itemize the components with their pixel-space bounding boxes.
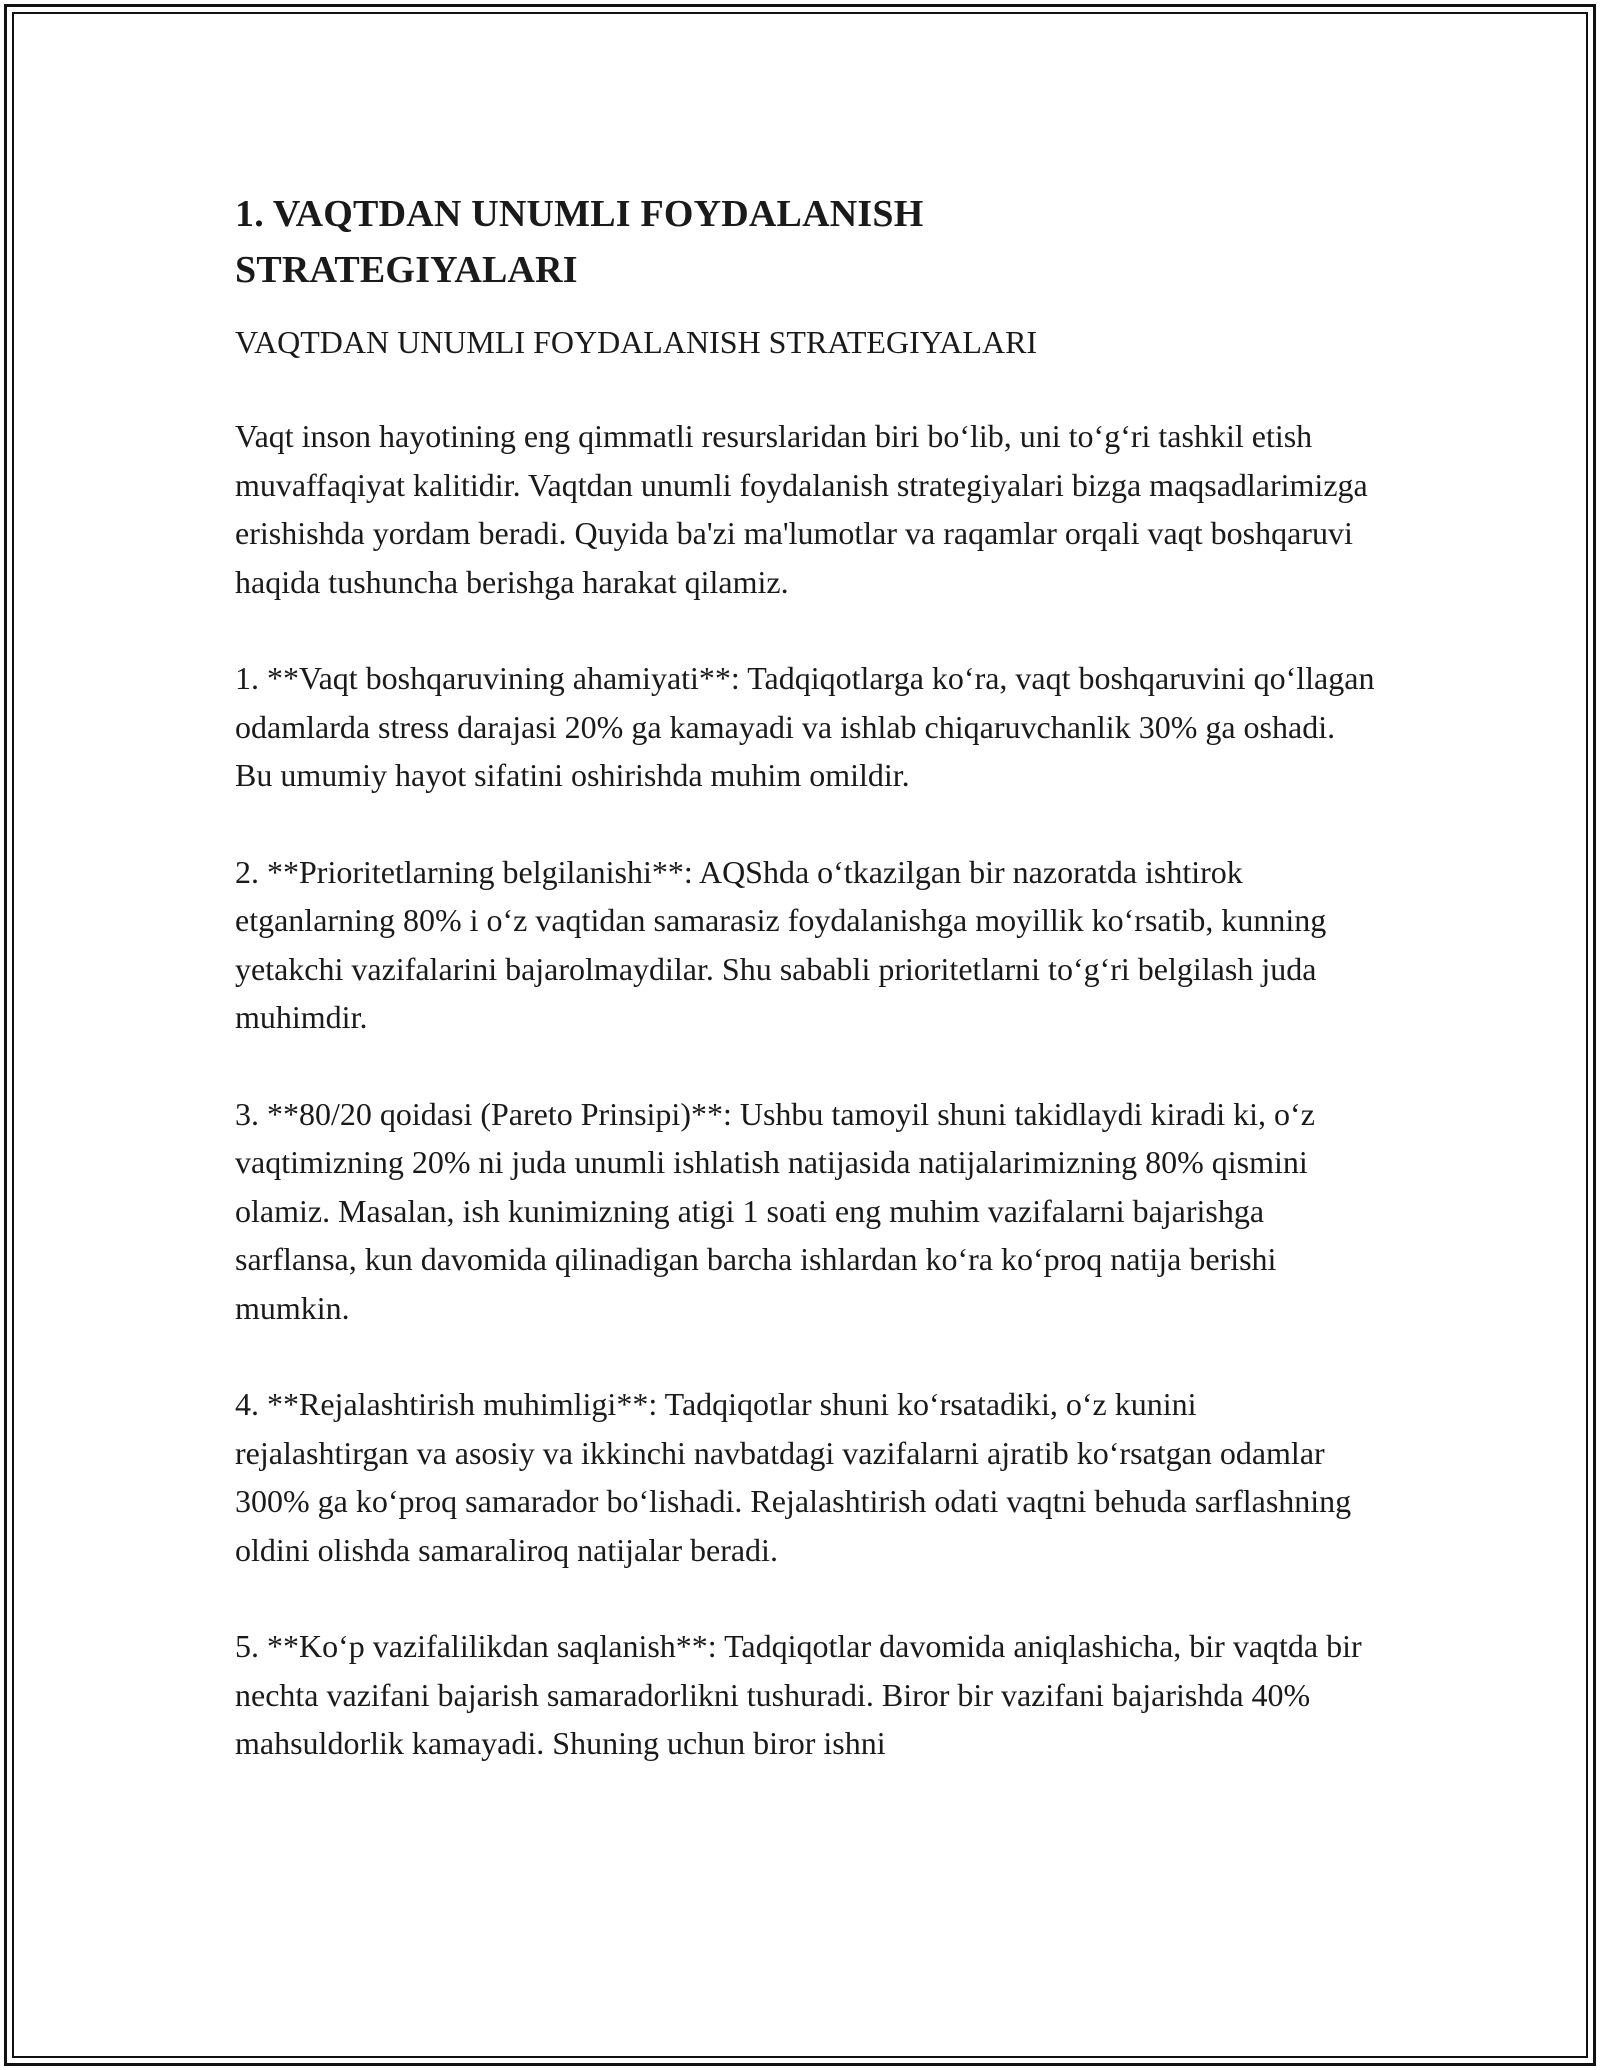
list-item-5: 5. **Ko‘p vazifalilikdan saqlanish**: Tadqiqotlar davomida aniqlashicha, bir vaqtda bir nechta vazifani bajarish samaradorlikni tushuradi. Biror bir vazifani bajarishda 40% mahsuldorlik kamayadi. Shuning uchun biror ishni [235, 1628, 1362, 1761]
list-item-1: 1. **Vaqt boshqaruvining ahamiyati**: Tadqiqotlarga ko‘ra, vaqt boshqaruvini qo‘llagan odamlarda stress darajasi 20% ga kamayadi va ishlab chiqaruvchanlik 30% ga oshadi. Bu umumiy hayot sifatini oshirishda muhim omildir. [235, 660, 1375, 793]
document-body [235, 186, 1395, 1816]
list-item-4: 4. **Rejalashtirish muhimligi**: Tadqiqotlar shuni ko‘rsatadiki, o‘z kunini rejalashtirgan va asosiy va ikkinchi navbatdagi vazifalarni ajratib ko‘rsatgan odamlar 300% ga ko‘proq samarador bo‘lishadi. Rejalashtirish odati vaqtni behuda sarflashning oldini olishda samaraliroq natijalar beradi. [235, 1386, 1352, 1568]
document-subheading: VAQTDAN UNUMLI FOYDALANISH STRATEGIYALARI [235, 324, 1038, 360]
document-heading: 1. VAQTDAN UNUMLI FOYDALANISH STRATEGIYALARI [235, 193, 924, 291]
list-item-2: 2. **Prioritetlarning belgilanishi**: AQShda o‘tkazilgan bir nazoratda ishtirok etganlarning 80% i o‘z vaqtidan samarasiz foydalanishga moyillik ko‘rsatib, kunning yetakchi vazifalarini bajarolmaydilar. Shu sababli prioritetlarni to‘g‘ri belgilash juda muhimdir. [235, 853, 1327, 1035]
intro-paragraph: Vaqt inson hayotining eng qimmatli resurslaridan biri bo‘lib, uni to‘g‘ri tashkil etish muvaffaqiyat kalitidir. Vaqtdan unumli foydalanish strategiyalari bizga maqsadlarimizga erishishda yordam beradi. Quyida ba'zi ma'lumotlar va raqamlar orqali vaqt boshqaruvi haqida tushuncha berishga harakat qilamiz. [235, 418, 1368, 600]
list-item-3: 3. **80/20 qoidasi (Pareto Prinsipi)**: Ushbu tamoyil shuni takidlaydi kiradi ki, o‘z vaqtimizning 20% ni juda unumli ishlatish natijasida natijalarimizning 80% qismini olamiz. Masalan, ish kunimizning atigi 1 soati eng muhim vazifalarni bajarishga sarflansa, kun davomida qilinadigan barcha ishlardan ko‘ra ko‘proq natija berishi mumkin. [235, 1095, 1315, 1326]
